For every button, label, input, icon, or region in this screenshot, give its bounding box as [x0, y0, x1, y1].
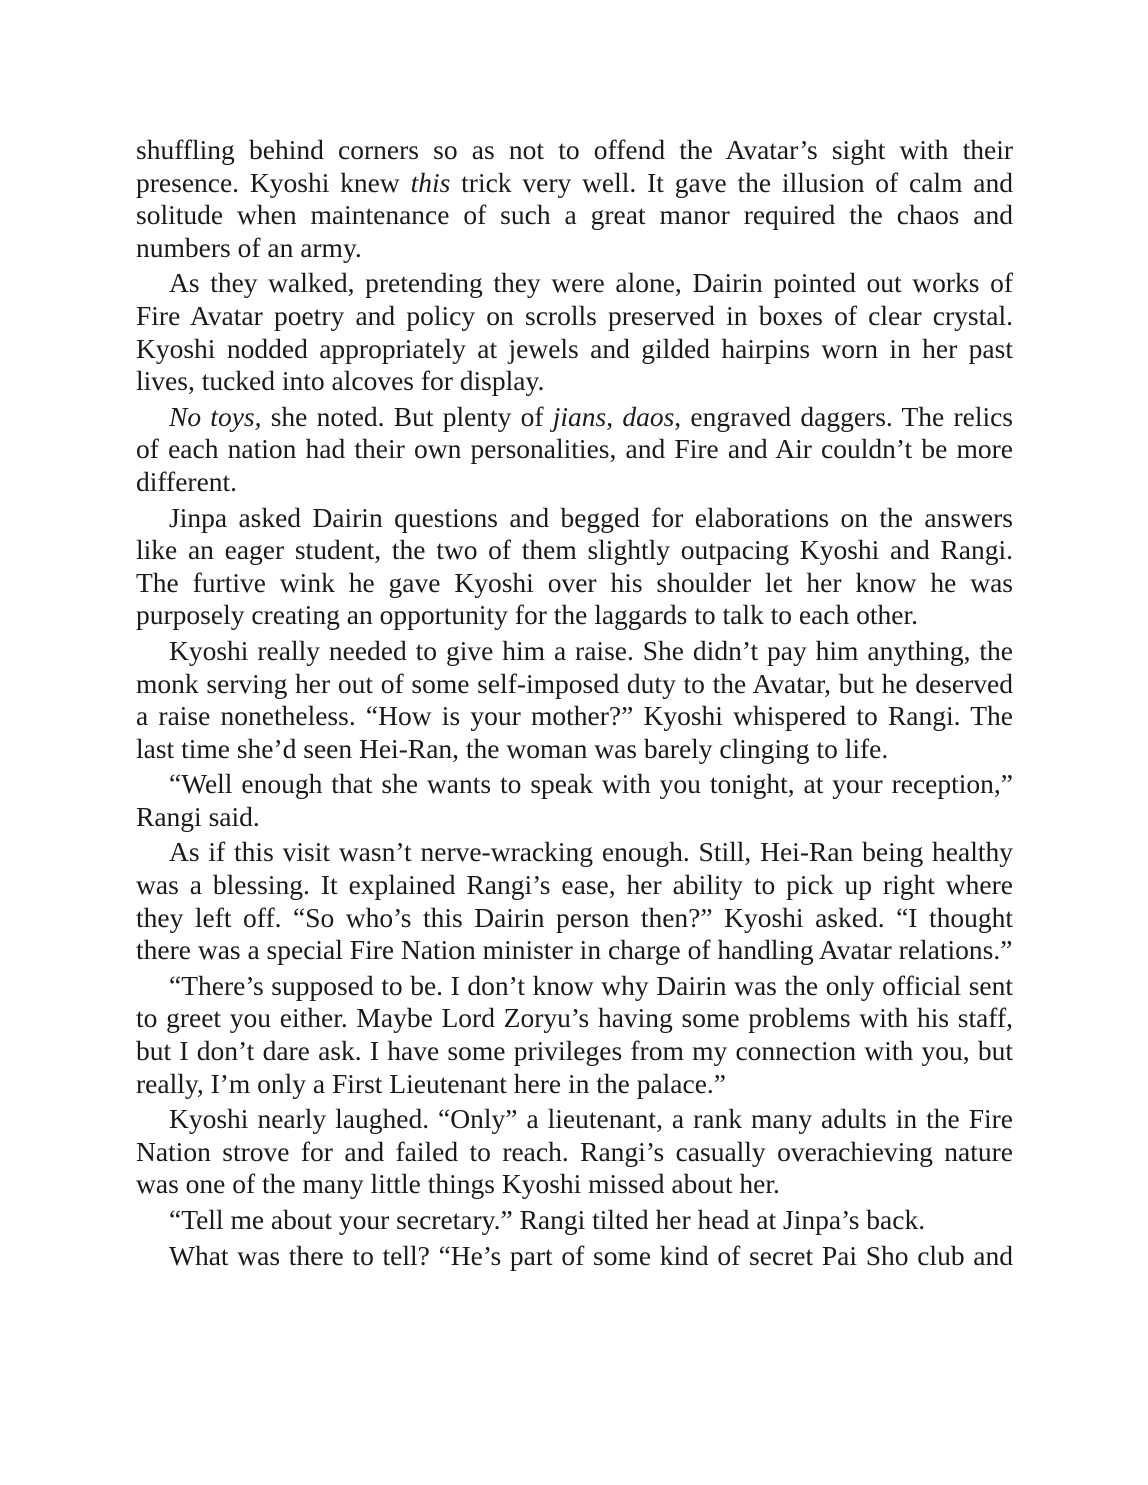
italic-run: this — [410, 166, 451, 198]
paragraph — [136, 836, 1013, 966]
paragraph — [136, 768, 1013, 833]
text-run: What was there to tell? “He’s part of some kind of secret Pai Sho club and — [169, 1239, 1013, 1271]
text-run: “Tell me about your secretary.” Rangi tilted her head at Jinpa’s back. — [169, 1204, 926, 1235]
text-run: “There’s supposed to be. I don’t know why Dairin was the only official sent to greet you either. Maybe Lord Zoryu’s having some problems with his staff, but I don’t dare ask. I have some privileges from my connection with you, but really, I’m only a First Lieutenant here in the palace.” — [136, 969, 1013, 1099]
paragraph — [136, 134, 1013, 264]
book-page — [136, 134, 1013, 1275]
text-run: trick very well. It gave the illusion of calm and solitude when maintenance of such a great manor required the chaos and numbers of an army. — [136, 166, 1013, 263]
text-run: she noted. But plenty of — [261, 400, 553, 432]
text-run: Kyoshi really needed to give him a raise. She didn’t pay him anything, the monk serving her out of some self-imposed duty to the Avatar, but he deserved a raise nonetheless. “How is your mother?” Kyoshi whispered to Rangi. The last time she’d seen Hei-Ran, the woman was barely clinging to life. — [136, 634, 1013, 764]
text-run: Jinpa asked Dairin questions and begged for elaborations on the answers like an eager student, the two of them slightly outpacing Kyoshi and Rangi. The furtive wink he gave Kyoshi over his shoulder let her know he was purposely creating an opportunity for the laggards to talk to each other. — [136, 501, 1013, 631]
paragraph — [136, 1240, 1013, 1273]
paragraph — [136, 267, 1013, 397]
paragraph — [136, 1204, 1013, 1237]
paragraph — [136, 1103, 1013, 1201]
text-run: , — [606, 400, 623, 432]
text-run: Kyoshi nearly laughed. “Only” a lieutenant, a rank many adults in the Fire Nation strove for and failed to reach. Rangi’s casually overachieving nature was one of the many little things Kyoshi missed about her. — [136, 1103, 1013, 1200]
text-run: shuffling behind corners so as not to offend the Avatar’s sight with their presence. Kyoshi knew — [136, 134, 1013, 198]
text-run: As if this visit wasn’t nerve-wracking enough. Still, Hei-Ran being healthy was a blessing. It explained Rangi’s ease, her ability to pick up right where they left off. “So who’s this Dairin person then?” Kyoshi asked. “I thought there was a special Fire Nation minister in charge of handling Avatar relations.” — [136, 836, 1013, 966]
text-run: , engraved daggers. The relics of each nation had their own personalities, and Fire and Air couldn’t be more different. — [136, 400, 1014, 497]
paragraph — [136, 502, 1013, 632]
text-run: As they walked, pretending they were alone, Dairin pointed out works of Fire Avatar poetry and policy on scrolls preserved in boxes of clear crystal. Kyoshi nodded appropriately at jewels and gilded hairpins worn in her past lives, tucked into alcoves for display. — [136, 267, 1013, 397]
italic-run: No toys, — [169, 400, 262, 432]
paragraph — [136, 401, 1013, 499]
text-run: “Well enough that she wants to speak with you tonight, at your reception,” Rangi said. — [136, 768, 1013, 832]
paragraph — [136, 635, 1013, 765]
italic-run: jians — [552, 400, 607, 432]
italic-run: daos — [622, 400, 675, 432]
paragraph — [136, 970, 1013, 1100]
